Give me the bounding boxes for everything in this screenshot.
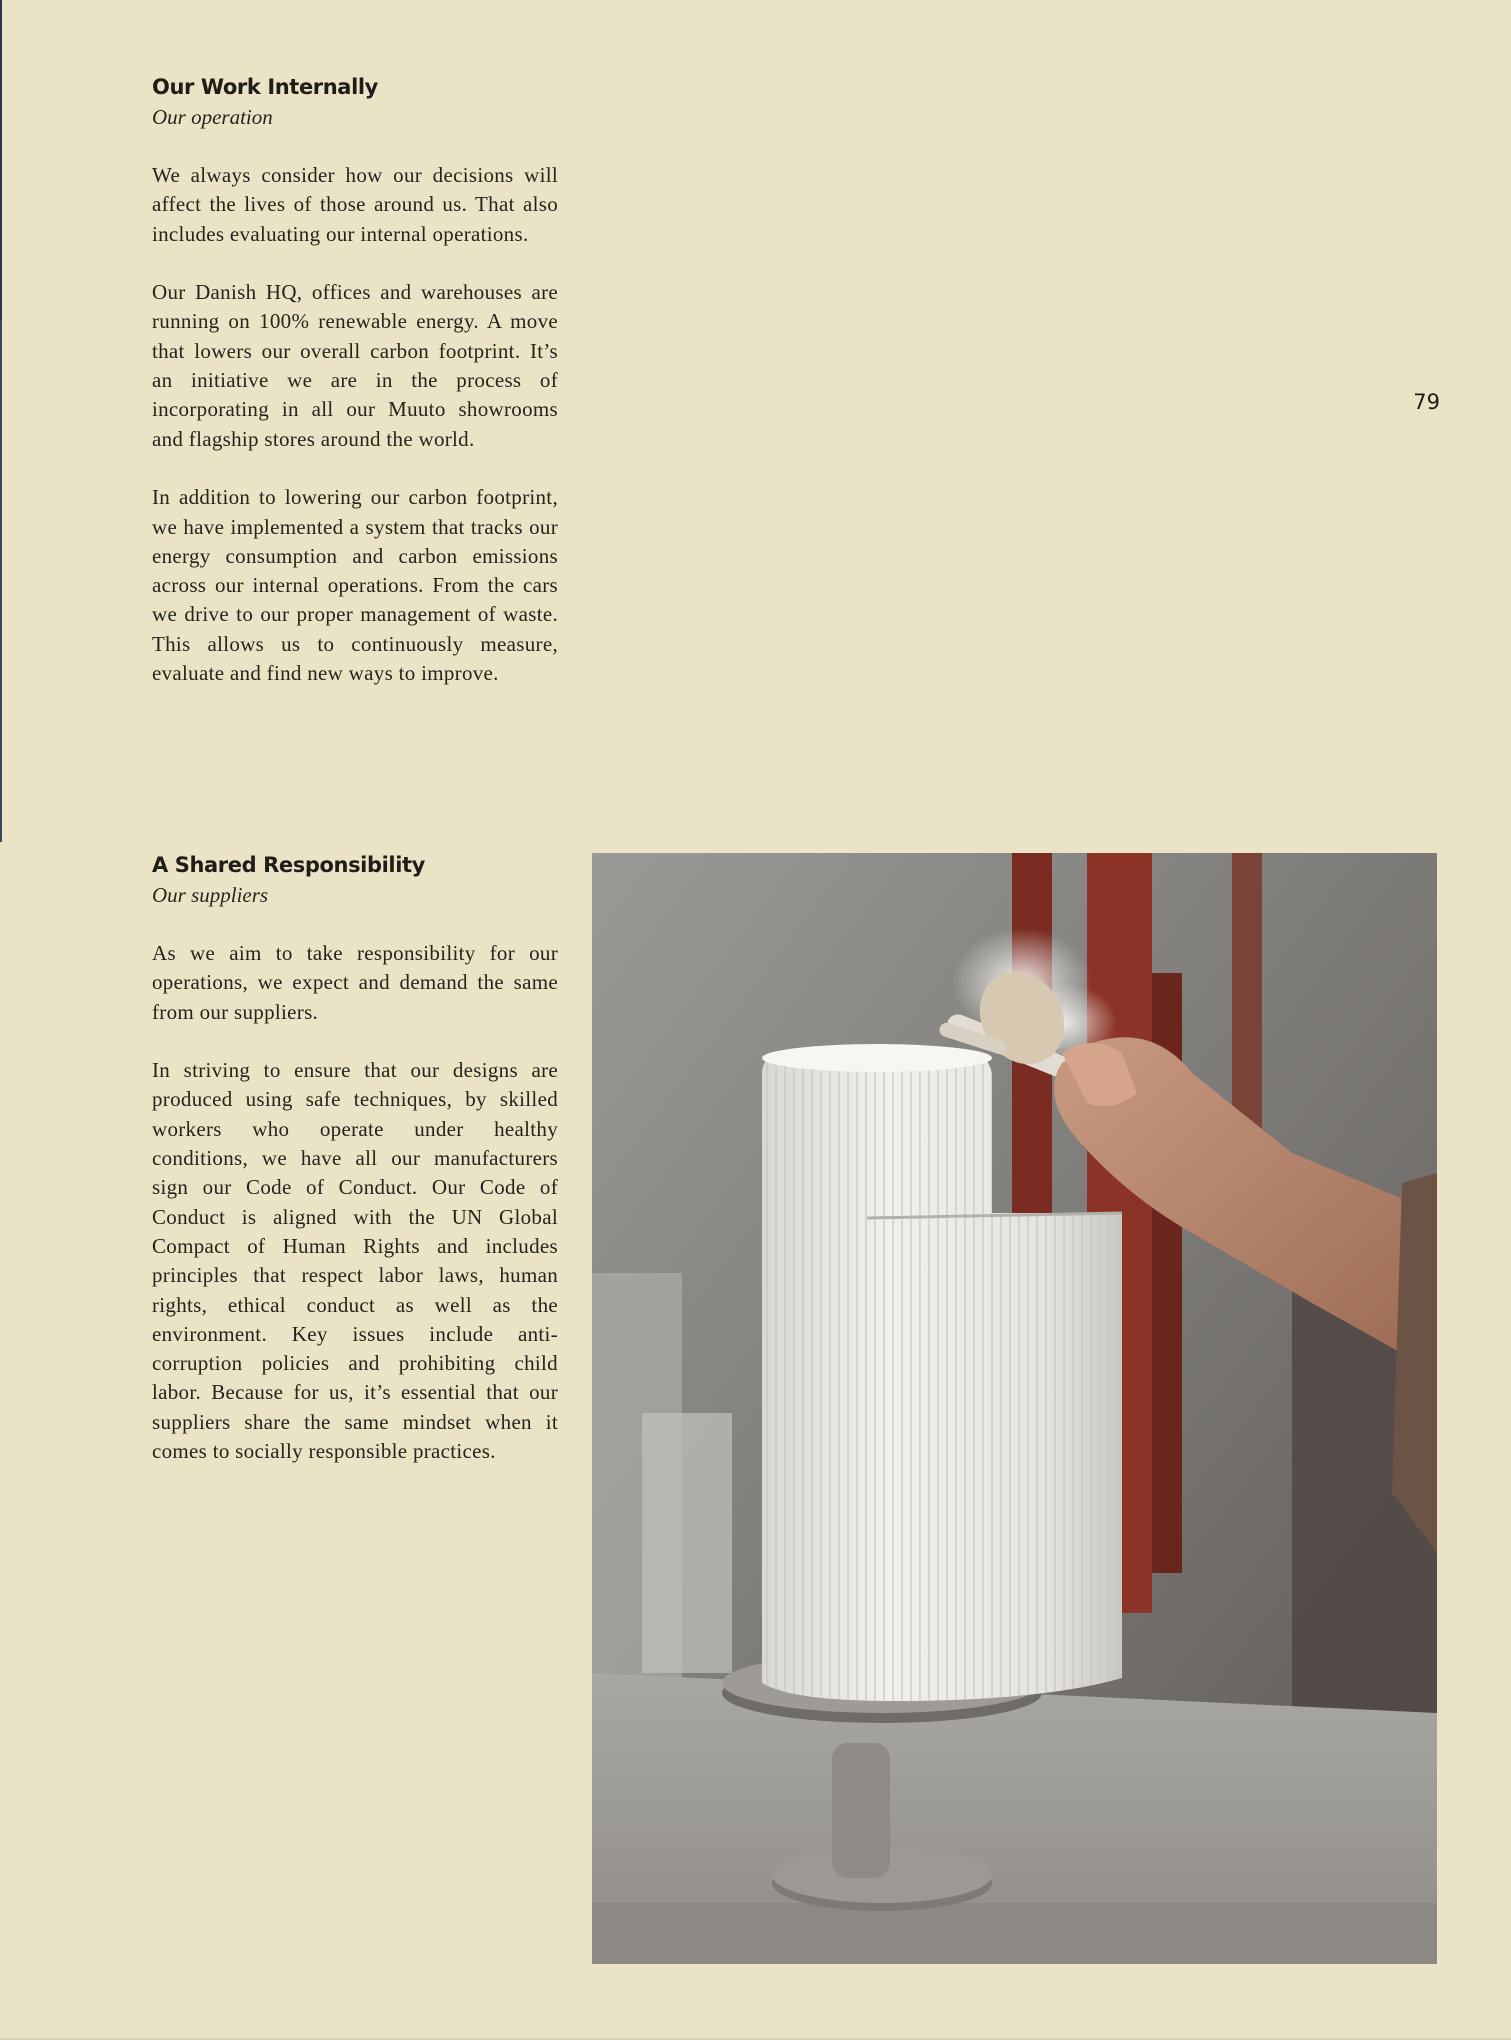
body-paragraph: In striving to ensure that our designs are produced using safe techniques, by skilled workers who operate under healthy conditions, we have all our manufacturers sign our Code of Conduct. Our Code of Conduct is aligned with the UN Global Compact of Human Rights and includes principles that respect labor laws, human rights, ethical conduct as well as the environment. Key issues include anti-corruption policies and prohibiting child labor. Because for us, it’s essential that our suppliers share the same mindset when it comes to socially responsible practices. [152, 1058, 558, 1464]
left-edge-accent [0, 0, 2, 320]
section-heading: Our Work Internally [152, 75, 378, 99]
section-shared-responsibility [152, 850, 558, 1496]
page-number: 79 [1413, 390, 1440, 414]
section-subheading: Our operation [152, 105, 273, 129]
section-subheading: Our suppliers [152, 883, 269, 907]
artisan-photo [592, 853, 1437, 1964]
section-heading: A Shared Responsibility [152, 853, 425, 877]
body-paragraph: Our Danish HQ, offices and warehouses are running on 100% renewable energy. A move that lowers our overall carbon footprint. It’s an initiative we are in the process of incorporating in all our Muuto showrooms and flagship stores around the world. [152, 280, 558, 451]
section-our-work-internally [152, 72, 558, 718]
body-paragraph: As we aim to take responsibility for our operations, we expect and demand the same from our suppliers. [152, 941, 558, 1024]
body-paragraph: In addition to lowering our carbon footprint, we have implemented a system that tracks our energy consumption and carbon emissions across our internal operations. From the cars we drive to our proper management of waste. This allows us to continuously measure, evaluate and find new ways to improve. [152, 485, 558, 686]
body-paragraph: We always consider how our decisions will affect the lives of those around us. That also includes evaluating our internal operations. [152, 163, 558, 246]
